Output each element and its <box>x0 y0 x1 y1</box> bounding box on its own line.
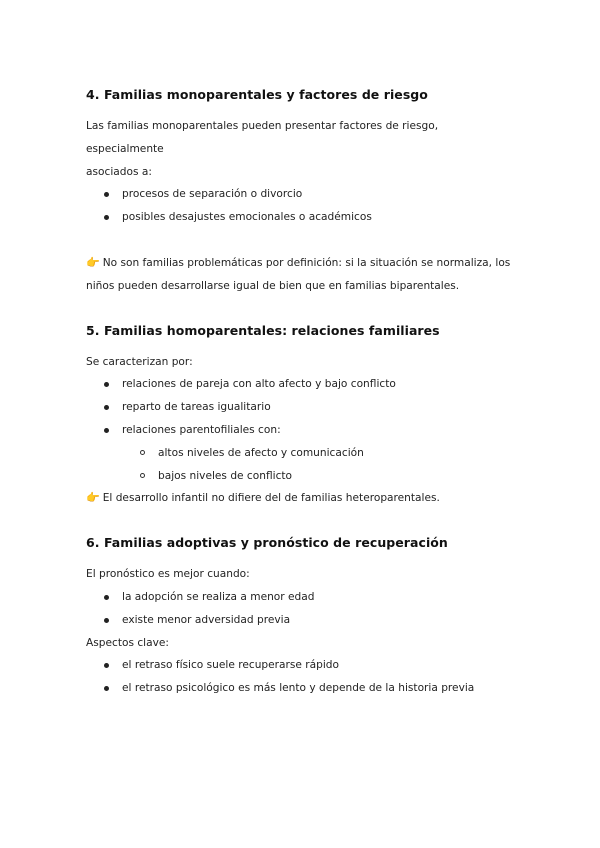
hollow-bullet-icon <box>140 450 145 455</box>
bullet-icon <box>104 405 109 410</box>
bullet-icon <box>104 686 109 691</box>
section-6-bullet-list <box>86 586 516 632</box>
section-5-note <box>86 487 516 510</box>
section-6-aspects-list <box>86 654 516 700</box>
sub-list-item-text: altos niveles de afecto y comunicación <box>158 446 364 459</box>
sub-list-item <box>86 465 516 488</box>
section-5-bullet-list <box>86 373 516 441</box>
section-5-heading: 5. Familias homoparentales: relaciones familiares <box>86 322 440 338</box>
section-4-note-line-1 <box>86 252 516 275</box>
section-4-heading: 4. Familias monoparentales y factores de riesgo <box>86 87 428 102</box>
list-item <box>86 586 516 609</box>
section-5-sub-bullet-list <box>86 442 516 488</box>
section-4-intro-line-2: asociados a: <box>86 165 152 178</box>
list-item-text: la adopción se realiza a menor edad <box>122 590 315 603</box>
bullet-icon <box>104 595 109 600</box>
list-item <box>86 206 516 229</box>
list-item <box>86 183 516 206</box>
list-item-text: el retraso físico suele recuperarse rápido <box>122 659 339 672</box>
section-4-note-line-2: niños pueden desarrollarse igual de bien que en familias biparentales. <box>86 279 460 292</box>
list-item-text: posibles desajustes emocionales o académicos <box>122 211 372 224</box>
section-6-aspects-label: Aspectos clave: <box>86 636 169 649</box>
section-5-intro: Se caracterizan por: <box>86 355 193 368</box>
list-item-text: relaciones parentofiliales con: <box>122 423 281 436</box>
section-6-heading: 6. Familias adoptivas y pronóstico de recuperación <box>86 535 448 551</box>
list-item <box>86 654 516 677</box>
list-item-text: relaciones de pareja con alto afecto y bajo conflicto <box>122 378 396 391</box>
pointing-hand-icon: 👉 <box>86 255 100 269</box>
bullet-icon <box>104 663 109 668</box>
list-item <box>86 609 516 632</box>
sub-list-item-text: bajos niveles de conflicto <box>158 469 293 482</box>
pointing-hand-icon: 👉 <box>86 491 100 505</box>
hollow-bullet-icon <box>140 473 145 478</box>
list-item <box>86 396 516 419</box>
section-4-bullet-list <box>86 183 516 229</box>
list-item-text: reparto de tareas igualitario <box>122 401 271 414</box>
list-item-text: procesos de separación o divorcio <box>122 188 303 201</box>
list-item <box>86 419 516 442</box>
bullet-icon <box>104 428 109 433</box>
section-4-note-text-1: No son familias problemáticas por definición: si la situación se normaliza, los <box>102 256 511 269</box>
bullet-icon <box>104 192 109 197</box>
sub-list-item <box>86 442 516 465</box>
bullet-icon <box>104 215 109 220</box>
document-content <box>86 84 516 700</box>
list-item <box>86 677 516 700</box>
list-item-text: existe menor adversidad previa <box>122 613 291 626</box>
section-6-intro: El pronóstico es mejor cuando: <box>86 568 250 581</box>
section-4-intro-line-1: Las familias monoparentales pueden presentar factores de riesgo, especialmente <box>86 120 439 155</box>
bullet-icon <box>104 618 109 623</box>
bullet-icon <box>104 382 109 387</box>
section-5-note-text: El desarrollo infantil no difiere del de familias heteroparentales. <box>102 492 440 505</box>
list-item <box>86 373 516 396</box>
list-item-text: el retraso psicológico es más lento y depende de la historia previa <box>122 682 475 695</box>
